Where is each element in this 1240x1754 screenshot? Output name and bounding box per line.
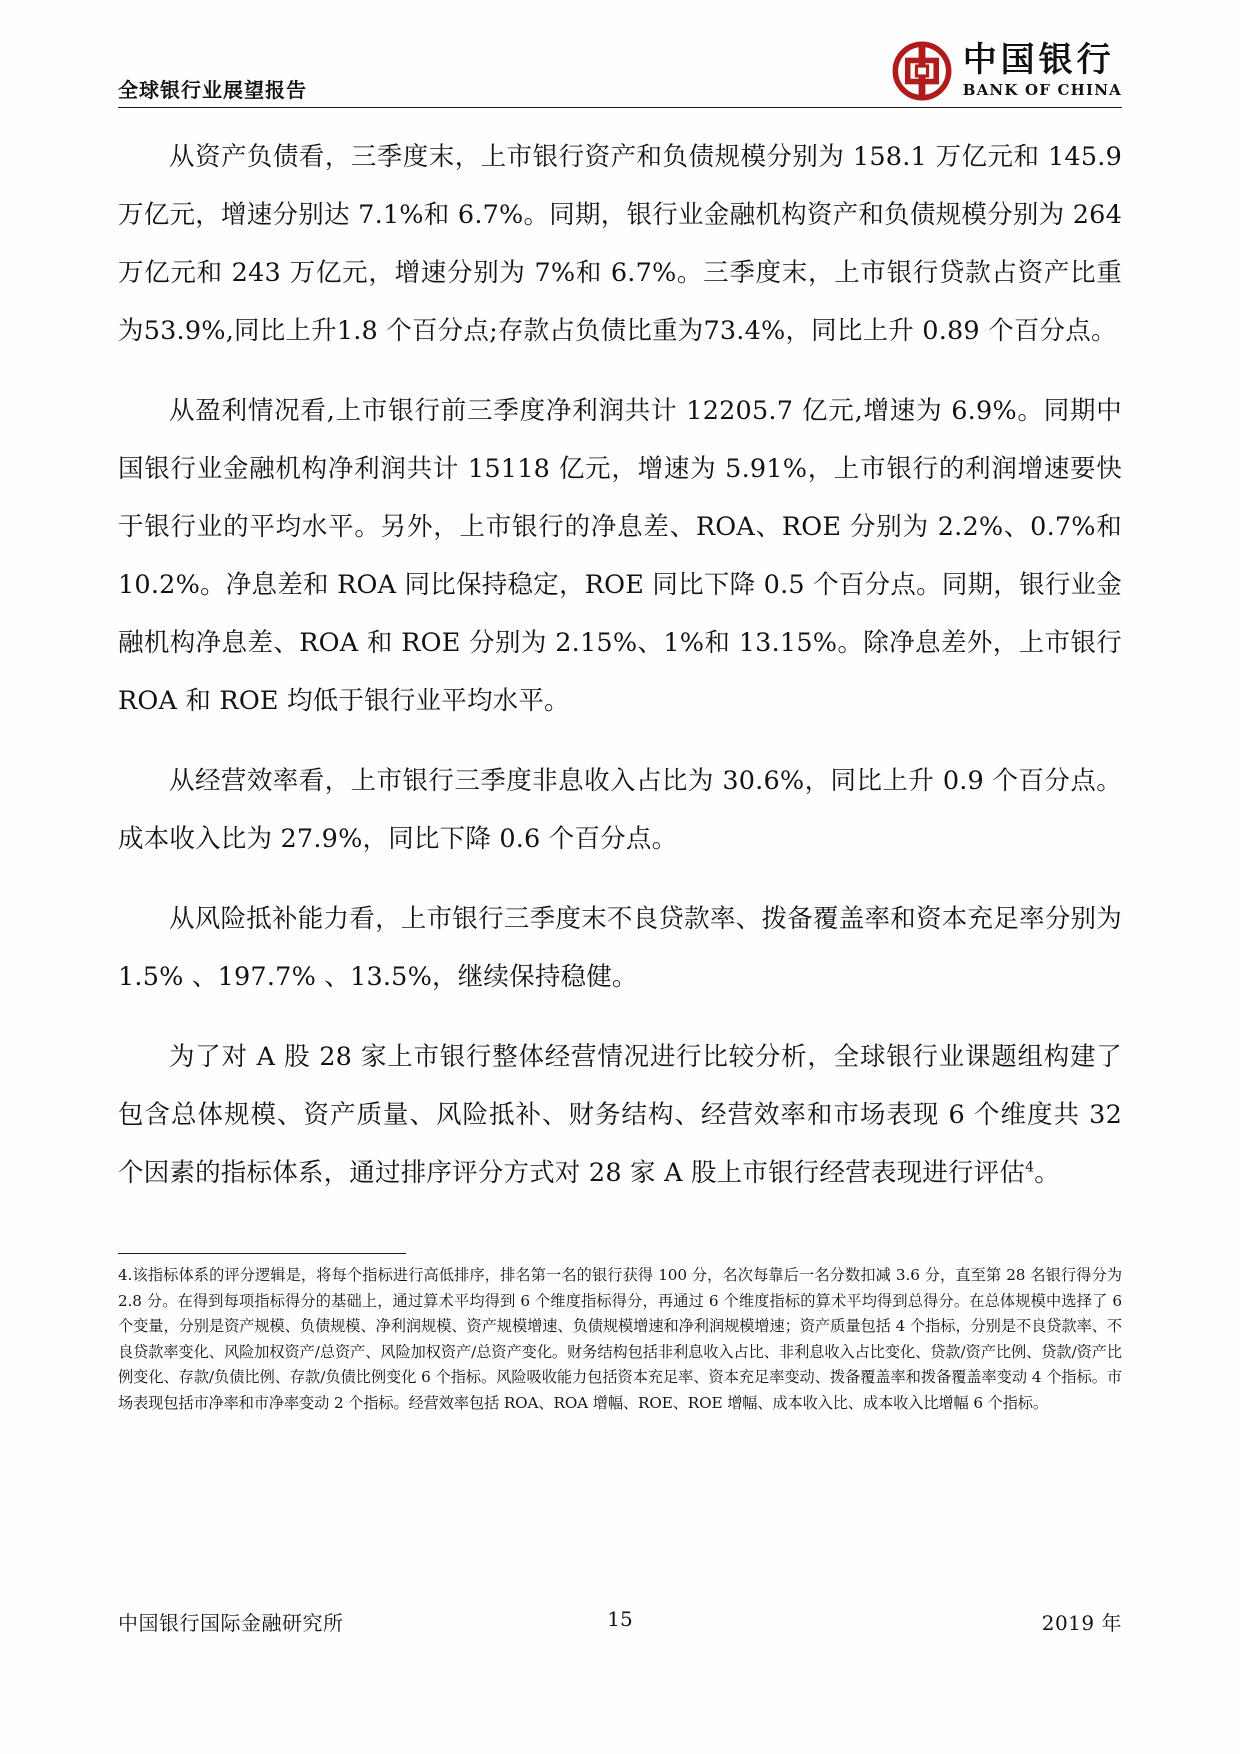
document-body [118,128,1122,1224]
footer-institution: 中国银行国际金融研究所 [118,1611,344,1635]
paragraph-operating-efficiency: 从经营效率看，上市银行三季度非息收入占比为 30.6%，同比上升 0.9 个百分点。成本收入比为 27.9%，同比下降 0.6 个百分点。 [118,766,1122,854]
logo-wordmark [963,40,1122,102]
paragraph-index-system-text: 为了对 A 股 28 家上市银行整体经营情况进行比较分析，全球银行业课题组构建了包含总体规模、资产质量、风险抵补、财务结构、经营效率和市场表现 6 个维度共 32 个因素的指标体系，通过排序评分方式对 28 家 A 股上市银行经营表现进行评估 [118,1042,1122,1188]
page-footer [118,1607,1122,1636]
report-title: 全球银行业展望报告 [118,78,307,102]
bank-of-china-emblem-icon [891,40,953,102]
logo-english-name: BANK OF CHINA [962,80,1122,99]
footer-page-number: 15 [607,1607,633,1631]
bank-of-china-logo [891,34,1122,108]
footnote-divider [118,1253,406,1254]
footnote-section [118,1253,1122,1416]
page-header [118,36,1122,108]
paragraph-risk-coverage: 从风险抵补能力看，上市银行三季度末不良贷款率、拨备覆盖率和资本充足率分别为 1.5% 、197.7% 、13.5%，继续保持稳健。 [118,904,1122,992]
logo-chinese-name: 中国银行 [962,40,1115,81]
paragraph-profitability: 从盈利情况看,上市银行前三季度净利润共计 12205.7 亿元,增速为 6.9%。同期中国银行业金融机构净利润共计 15118 亿元，增速为 5.91%，上市银行的利润增速要快于银行业的平均水平。另外，上市银行的净息差、ROA、ROE 分别为 2.2%、0.7%和 10.2%。净息差和 ROA 同比保持稳定，ROE 同比下降 0.5 个百分点。同期，银行业金融机构净息差、ROA 和 ROE 分别为 2.15%、1%和 13.15%。除净息差外，上市银行 ROA 和 ROE 均低于银行业平均水平。 [118,396,1122,716]
footer-year: 2019 年 [1041,1611,1122,1635]
paragraph-assets-liabilities: 从资产负债看，三季度末，上市银行资产和负债规模分别为 158.1 万亿元和 145.9 万亿元，增速分别达 7.1%和 6.7%。同期，银行业金融机构资产和负债规模分别为 264 万亿元和 243 万亿元，增速分别为 7%和 6.7%。三季度末，上市银行贷款占资产比重为53.9%,同比上升1.8 个百分点;存款占负债比重为73.4%，同比上升 0.89 个百分点。 [118,142,1122,346]
footnote-4-text: 4.该指标体系的评分逻辑是，将每个指标进行高低排序，排名第一名的银行获得 100 分，名次每靠后一名分数扣减 3.6 分，直至第 28 名银行得分为 2.8 分。在得到每项指标得分的基础上，通过算术平均得到 6 个维度指标得分，再通过 6 个维度指标的算术平均得到总得分。在总体规模中选择了 6 个变量，分别是资产规模、负债规模、净利润规模、资产规模增速、负债规模增速和净利润规模增速；资产质量包括 4 个指标，分别是不良贷款率、不良贷款率变化、风险加权资产/总资产、风险加权资产/总资产变化。财务结构包括非利息收入占比、非利息收入占比变化、贷款/资产比例、贷款/资产比例变化、存款/负债比例、存款/负债比例变化 6 个指标。风险吸收能力包括资本充足率、资本充足率变动、拨备覆盖率和拨备覆盖率变动 4 个指标。市场表现包括市净率和市净率变动 2 个指标。经营效率包括 ROA、ROA 增幅、ROE、ROE 增幅、成本收入比、成本收入比增幅 6 个指标。 [118,1266,1122,1412]
paragraph-index-system [118,1028,1122,1202]
paragraph-index-system-tail: 。 [1034,1158,1060,1188]
footnote-marker[interactable]: 4 [1025,1159,1035,1176]
